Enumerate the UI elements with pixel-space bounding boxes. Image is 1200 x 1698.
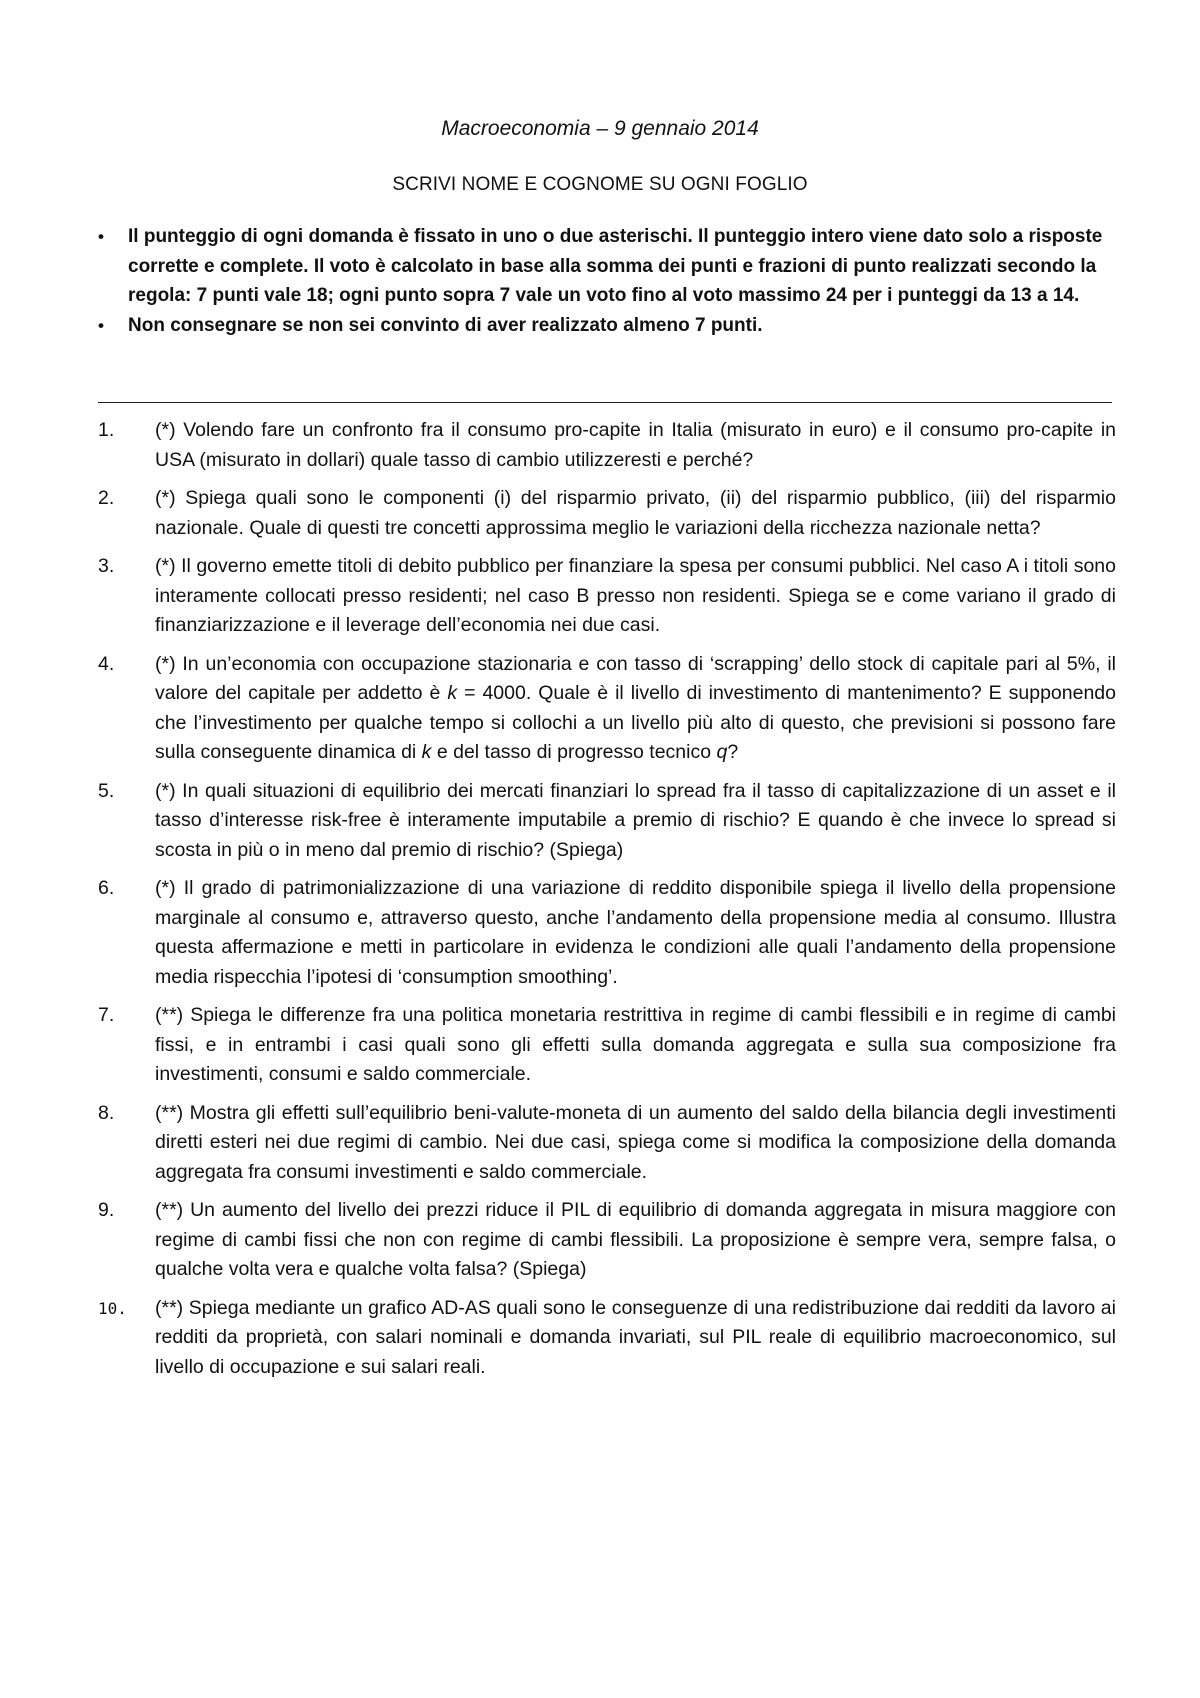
question-text-part: = 4000. Quale è il livello di investimento di mantenimento? E supponendo che l’investimento per qualche tempo si collochi a un livello più alto di questo, che previsioni si possono fare sulla conseguente dinamica di [155, 682, 1116, 763]
rule-text: Non consegnare se non sei convinto di aver realizzato almeno 7 punti. [128, 314, 763, 336]
question-item [98, 1001, 1116, 1090]
question-item [98, 1196, 1116, 1285]
question-text: (*) Il governo emette titoli di debito pubblico per finanziare la spesa per consumi pubblici. Nel caso A i titoli sono interamente collocati presso residenti; nel caso B presso non residenti. Spiega se e come variano il grado di finanziarizzazione e il leverage dell’economia nei due casi. [155, 555, 1116, 636]
question-item [98, 1294, 1116, 1383]
question-number: 8. [98, 1101, 115, 1124]
variable-k: k [421, 741, 432, 763]
rule-text: Il punteggio di ogni domanda è fissato in uno o due asterischi. Il punteggio intero viene dato solo a risposte corrette e complete. Il voto è calcolato in base alla somma dei punti e frazioni di punto realizzati secondo la regola: 7 punti vale 18; ogni punto sopra 7 vale un voto fino al voto massimo 24 per i punteggi da 13 a 14. [128, 226, 1103, 306]
question-text: (**) Mostra gli effetti sull’equilibrio beni-valute-moneta di un aumento del saldo della bilancia degli investimenti diretti esteri nei due regimi di cambio. Nei due casi, spiega come si modifica la composizione della domanda aggregata fra consumi investimenti e saldo commerciale. [155, 1101, 1116, 1183]
question-item [98, 484, 1116, 543]
question-number: 9. [98, 1199, 115, 1221]
questions-list [98, 416, 1116, 1382]
page-subtitle: SCRIVI NOME E COGNOME SU OGNI FOGLIO [392, 174, 808, 195]
question-item [98, 552, 1116, 641]
question-text [155, 653, 1116, 764]
bullet-icon: • [98, 227, 104, 246]
question-item [98, 874, 1116, 992]
question-number: 10. [98, 1298, 127, 1318]
rule-item [98, 311, 1118, 341]
question-item [98, 416, 1116, 475]
question-text-part: (*) In un’economia con occupazione stazionaria e con tasso di ‘scrapping’ dello stock di capitale pari al 5%, il valore del capitale per addetto è [155, 652, 1116, 704]
question-number: 1. [98, 419, 115, 441]
question-text: (**) Spiega le differenze fra una politica monetaria restrittiva in regime di cambi flessibili e in regime di cambi fissi, e in entrambi i casi quali sono gli effetti sulla domanda aggregata e sulla sua composizione fra investimenti, consumi e saldo commerciale. [155, 1004, 1116, 1085]
rule-item [98, 222, 1118, 311]
question-number: 3. [98, 555, 115, 577]
question-text-part: e del tasso di progresso tecnico [431, 741, 717, 763]
question-number: 2. [98, 487, 115, 509]
question-number: 5. [98, 779, 115, 802]
question-text: (*) Il grado di patrimonializzazione di una variazione di reddito disponibile spiega il livello della propensione marginale al consumo e, attraverso questo, anche l’andamento della propensione media al consumo. Illustra questa affermazione e metti in particolare in evidenza le condizioni alle quali l’andamento della propensione media rispecchia l’ipotesi di ‘consumption smoothing’. [155, 877, 1116, 988]
variable-q: q [716, 741, 728, 763]
variable-k: k [447, 682, 458, 704]
question-text: (*) Spiega quali sono le componenti (i) del risparmio privato, (ii) del risparmio pubblico, (iii) del risparmio nazionale. Quale di questi tre concetti approssima meglio le variazioni della ricchezza nazionale netta? [155, 487, 1116, 539]
rules-list [98, 222, 1118, 340]
question-text: (*) Volendo fare un confronto fra il consumo pro-capite in Italia (misurato in euro) e il consumo pro-capite in USA (misurato in dollari) quale tasso di cambio utilizzeresti e perché? [155, 419, 1116, 471]
question-number: 7. [98, 1004, 115, 1026]
page-title: Macroeconomia – 9 gennaio 2014 [441, 117, 759, 140]
question-text: (*) In quali situazioni di equilibrio dei mercati finanziari lo spread fra il tasso di capitalizzazione di un asset e il tasso d’interesse risk-free è interamente imputabile a premio di rischio? E quando è che invece lo spread si scosta in più o in meno dal premio di rischio? (Spiega) [155, 779, 1116, 861]
question-text: (**) Un aumento del livello dei prezzi riduce il PIL di equilibrio di domanda aggregata in misura maggiore con regime di cambi fissi che non con regime di cambi flessibili. La proposizione è sempre vera, sempre falsa, o qualche volta vera e qualche volta falsa? (Spiega) [155, 1199, 1116, 1280]
question-text-part: ? [727, 741, 739, 763]
bullet-icon: • [98, 315, 104, 335]
question-item [98, 777, 1116, 866]
question-number: 6. [98, 877, 115, 899]
question-item [98, 1099, 1116, 1188]
separator-line [98, 402, 1112, 403]
question-item [98, 650, 1116, 768]
question-number: 4. [98, 652, 115, 675]
question-text: (**) Spiega mediante un grafico AD-AS quali sono le conseguenze di una redistribuzione dai redditi da lavoro ai redditi da proprietà, con salari nominali e domanda invariati, sul PIL reale di equilibrio macroeconomico, sul livello di occupazione e sui salari reali. [155, 1296, 1116, 1378]
